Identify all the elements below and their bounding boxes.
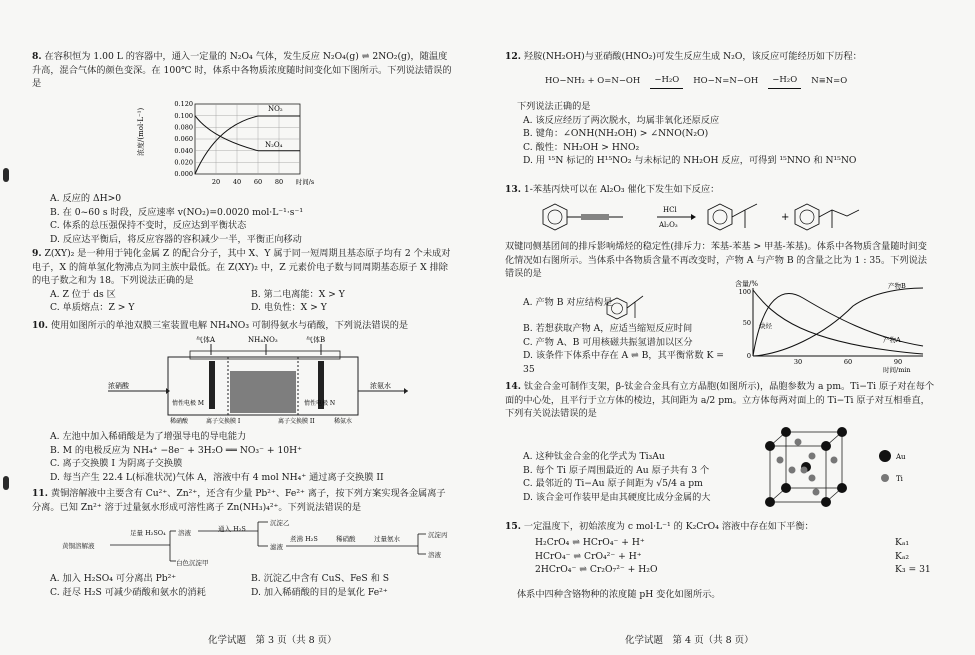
equilibria [535,536,935,577]
q13-stem-2: 双键同侧基团间的排斥影响烯烃的稳定性(排斥力：苯基-苯基 > 甲基-苯基)。体系中各物质含量随时间变化情况如右图所示。当体系中各物质含量不再改变时，产物 A 与产物 B 的含量之比为 1 : 35。下列说法错误的是 [505,241,927,280]
left-inlet-label: 浓硝酸 [108,382,129,390]
option-c: C. 赶尽 H₂S 可减少硝酸和氨水的消耗 [50,586,206,598]
option-a: A. 左池中加入稀硝酸是为了增强导电的导电能力 [50,431,247,442]
flow-reagent-2: 通入 H₂S [218,525,246,533]
question-stem: 一定温度下，初始浓度为 c mol·L⁻¹ 的 K₂CrO₄ 溶液中存在如下平衡： [523,521,814,532]
crystal-cell-diagram [750,426,935,518]
option-a: A. 该反应经历了两次脱水，均属非氧化还原反应 [523,114,720,126]
option-b: B. 在 0~60 s 时段，反应速率 v(NO₂)=0.0020 mol·L⁻¹·s⁻¹ [50,206,304,218]
x-tick: 60 [843,358,853,366]
question-15 [505,520,935,534]
option-d: D. 该条件下体系中存在 A ⇌ B，其平衡常数 K = 35 [523,350,724,375]
reagent-hcl: HCl [663,206,677,214]
q15-tail: 体系中四种含铬物种的浓度随 pH 变化如图所示。 [517,589,721,600]
option-b: B. M 的电极反应为 NH₄⁺ −8e⁻ + 3H₂O ══ NO₃⁻ + 10H⁺ [50,444,303,456]
y-tick: 50 [742,319,751,327]
option-a: A. 反应的 ΔH>0 [50,193,122,204]
page-footer: 化学试题 第 4 页（共 8 页） [625,635,754,646]
product-a-curve [753,294,923,356]
series-label-b: 产物B [888,282,906,290]
legend-ti: Ti [896,475,903,483]
y-tick: 0.100 [174,112,193,120]
option-b: B. 沉淀乙中含有 CuS、FeS 和 S [251,573,389,584]
electrode-n-label: 惰性电极 N [304,400,336,407]
option-c: C. 离子交换膜 I 为阴离子交换膜 [50,458,183,470]
series-label-no2: NO₂ [268,105,283,113]
product-b-curve [753,288,923,356]
option-c: C. 产物 A、B 可用核磁共振氢谱加以区分 [523,336,693,348]
flow-reagent-3: 煮沸 H₂S [290,535,318,543]
series-label-a: 产物A [883,336,901,344]
reagent-catalyst: Al₂O₃ [659,221,678,229]
q8-options [32,192,452,246]
x-tick: 30 [793,358,803,366]
question-10 [32,319,452,333]
flow-solution-3: 溶液 [428,551,441,559]
chart-y-label: 含量/% [735,280,759,288]
option-c: C. 体系的总压强保持不变时，反应达到平衡状态 [50,220,247,232]
question-number: 15. [505,521,521,532]
question-stem: 羟胺(NH₂OH)与亚硝酸(HNO₂)可发生反应生成 N₂O，该反应可能经历如下历程： [523,51,862,62]
q10-options [32,430,452,484]
mechanism-step-2: −H₂O [768,74,801,89]
page-footer: 化学试题 第 3 页（共 8 页） [208,635,337,646]
flow-precip-2: 沉淀乙 [270,519,290,527]
y-tick: 0.060 [174,135,193,143]
question-stem: 使用如图所示的单池双膜三室装置电解 NH₄NO₃ 可制得氨水与硝酸，下列说法错误的是 [50,320,409,331]
x-tick: 80 [274,178,284,186]
electrolysis-cell-diagram [108,333,408,425]
separation-flowchart [58,519,448,571]
content-time-chart [733,276,933,374]
series-label-alkyne: 炔烃 [759,322,772,330]
right-outlet-label: 浓氨水 [370,382,391,390]
nh4no3-label: NH₄NO₃ [248,336,278,344]
benzene-ring-icon [795,204,819,230]
flow-solution-1: 溶液 [178,529,191,537]
ti-legend-icon [881,474,889,482]
flow-precip-3: 沉淀丙 [428,531,448,539]
option-c: C. 酸性：NH₂OH > HNO₂ [523,141,640,153]
electrode-m [209,361,215,409]
chart-x-label: 时间/min [883,366,911,374]
page-4 [505,0,945,655]
equilibrium-row [535,536,935,550]
mechanism [545,74,925,89]
x-tick: 60 [253,178,263,186]
question-number: 14. [505,381,521,392]
q14-options [505,450,745,504]
y-tick: 0.040 [174,147,193,155]
option-d: D. 反应达平衡后，将反应容器的容积减少一半，平衡正向移动 [50,233,302,245]
membrane-1-label: 离子交换膜 I [206,418,241,425]
option-row [32,301,452,315]
question-stem: 钛金合金可制作支架，β-钛金合金具有立方晶胞(如图所示)，晶胞参数为 a pm。Ti−Ti 原子对在每个面的中心处，且平行于立方体的棱边，其间距为 a/2 pm。立方体每两对面上的 Ti−Ti 原子对互相垂直，下列有关说法错误的是 [505,381,935,420]
y-tick: 0 [746,352,751,360]
equilibrium-constant: Kₐ₂ [895,550,910,562]
option-row [32,572,452,586]
option-a: A. Z 位于 ds 区 [50,288,116,300]
flow-precip-1: 白色沉淀甲 [176,559,209,567]
binder-hole [3,476,9,490]
flow-reagent-1: 足量 H₂SO₄ [130,529,166,537]
n2o4-curve [195,116,300,151]
equilibrium-row [535,563,935,577]
benzene-ring-icon [607,298,627,319]
question-11 [32,487,452,514]
y-tick: 0.080 [174,123,193,132]
wire [190,351,340,359]
option-c: C. 单质熔点：Z > Y [50,302,135,314]
x-tick: 20 [211,178,221,186]
mechanism-step-1: −H₂O [650,74,683,89]
question-number: 8. [32,51,42,62]
question-14 [505,380,935,421]
mechanism-intermediate: HO−N=N−OH [693,75,759,86]
flow-reagent-4: 稀硝酸 [336,535,356,543]
question-number: 10. [32,320,48,331]
option-a: A. 加入 H₂SO₄ 可分离出 Pb²⁺ [50,573,177,584]
option-a: A. 这种钛金合金的化学式为 Ti₃Au [523,451,665,462]
q11-options [32,572,452,599]
flow-start: 黄铜溶解液 [62,542,95,550]
question-number: 12. [505,51,521,62]
equilibrium-constant: Kₐ₁ [895,537,910,548]
question-stem: 在容积恒为 1.00 L 的容器中，通入一定量的 N₂O₄ 气体，发生反应 N₂O₄(g) ⇌ 2NO₂(g)，随温度升高，混合气体的颜色变深。在 100℃ 时，体系中各物质浓度随时间变化如下图所示。下列说法错误的是 [32,51,452,90]
equilibrium: HCrO₄⁻ ⇌ CrO₄²⁻ + H⁺ [535,550,642,562]
y-tick: 100 [738,288,751,296]
option-c: C. 最邻近的 Ti−Au 原子间距为 √5/4 a pm [523,478,703,490]
product-b-structure [605,292,645,326]
y-tick: 0.000 [174,170,193,178]
gas-b-label: 气体B [306,336,326,344]
no2-curve [195,116,300,174]
option-row [32,288,452,302]
dilute-ammonia-label: 稀氨水 [334,418,353,425]
question-8 [32,50,452,91]
chart-grid [195,104,300,174]
question-9 [32,247,452,315]
question-number: 9. [32,248,42,259]
equilibrium: 2HCrO₄⁻ ⇌ Cr₂O₇²⁻ + H₂O [535,564,658,576]
alkyne-curve [753,290,923,354]
svg-text:+: + [781,212,790,223]
concentration-time-chart [137,98,318,196]
legend-au: Au [896,453,906,461]
option-b: B. 每个 Ti 原子周围最近的 Au 原子共有 3 个 [523,464,710,476]
equilibrium-row [535,550,935,564]
option-row [32,586,452,600]
question-12 [505,50,935,64]
x-tick: 40 [232,178,242,186]
option-b: B. 第二电离能：X > Y [251,288,345,300]
y-tick: 0.120 [174,100,193,108]
option-b: B. 若想获取产物 A，应适当缩短反应时间 [523,323,693,334]
series-label-n2o4: N₂O₄ [265,141,283,149]
page-3 [18,0,458,655]
question-stem: 1-苯基丙炔可以在 Al₂O₃ 催化下发生如下反应： [523,184,720,195]
binder-hole [3,168,9,182]
reaction-scheme [535,198,915,238]
y-tick: 0.020 [174,158,193,167]
benzene-ring-icon [543,204,567,230]
question-13 [505,183,935,197]
x-tick: 90 [893,358,903,366]
dilute-nitric-label: 稀硝酸 [170,418,189,425]
option-b: B. 键角：∠ONH(NH₂OH) > ∠NNO(N₂O) [523,128,709,140]
q12-options [505,100,935,168]
option-d: D. 电负性：X > Y [251,302,327,314]
equilibrium-constant: K₃ = 31 [895,564,931,576]
chart-x-label: 时间/s [295,178,315,186]
gas-a-label: 气体A [196,336,216,344]
nh4no3-solution [230,371,296,413]
mechanism-reactants: HO−NH₂ + O=N−OH [545,75,641,86]
question-stem: 黄铜溶解液中主要含有 Cu²⁺、Zn²⁺，还含有少量 Pb²⁺、Fe²⁺ 离子，按下列方案实现各金属离子分离。已知 Zn²⁺ 溶于过量氨水形成可溶性离子 Zn(NH₃)₄²⁺。下列说法错误的是 [32,488,446,513]
membrane-2-label: 离子交换膜 II [278,418,315,425]
mechanism-product: N≡N=O [811,75,848,86]
flow-reagent-5: 过量氨水 [374,535,400,543]
chart-y-label: 浓度/(mol·L⁻¹) [137,107,145,156]
question-number: 13. [505,184,521,195]
equilibrium: H₂CrO₄ ⇌ HCrO₄⁻ + H⁺ [535,537,645,548]
benzene-ring-icon [708,204,732,230]
q12-lead: 下列说法正确的是 [517,101,591,112]
option-d: D. 加入稀硝酸的目的是氧化 Fe²⁺ [251,586,388,598]
question-stem: Z(XY)₂ 是一种用于钝化金属 Z 的配合分子，其中 X、Y 属于同一短周期且基态原子均有 2 个未成对电子，X 的简单氢化物沸点为同主族中最低。在 Z(XY)₂ 中，Z 元素价电子数与同周期基态原子 X 排除的电子数之和为 18。下列说法正确的是 [32,248,451,287]
option-a: A. 产物 B 对应结构是 [523,297,613,308]
question-number: 11. [32,488,48,499]
au-legend-icon [879,450,891,462]
option-d: D. 用 ¹⁵N 标记的 H¹⁵NO₂ 与未标记的 NH₂OH 反应，可得到 ¹⁵NNO 和 N¹⁵NO [523,155,857,167]
option-d: D. 每当产生 22.4 L(标准状况)气体 A，溶液中有 4 mol NH₄⁺ 通过离子交换膜 II [50,471,384,483]
flow-filtrate: 滤液 [270,543,283,551]
electrode-m-label: 惰性电极 M [172,400,205,407]
option-d: D. 该合金可作装甲是由其硬度比成分金属的大 [523,491,711,503]
